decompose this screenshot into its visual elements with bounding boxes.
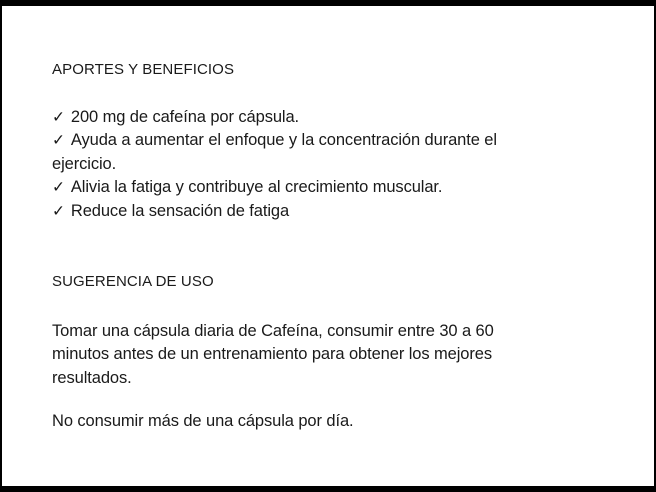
benefit-line [52, 106, 497, 129]
check-icon: ✓ [52, 109, 65, 126]
benefit-text: Reduce la sensación de fatiga [70, 201, 290, 220]
check-icon: ✓ [52, 202, 65, 220]
usage-heading: SUGERENCIA DE USO [52, 273, 214, 290]
benefit-text: ejercicio. [52, 154, 117, 173]
check-icon: ✓ [52, 132, 65, 150]
benefit-line [52, 129, 497, 152]
benefit-line [52, 200, 497, 223]
left-border-line [0, 0, 2, 492]
bottom-border-bar [0, 486, 656, 492]
top-border-bar [0, 0, 656, 6]
benefit-text: Ayuda a aumentar el enfoque y la concentración durante el [70, 131, 497, 150]
usage-paragraph [52, 320, 494, 390]
benefit-text: 200 mg de cafeína por cápsula. [70, 108, 300, 126]
usage-paragraph-line: minutos antes de un entrenamiento para obtener los mejores [52, 345, 492, 364]
usage-paragraph-line: Tomar una cápsula diaria de Cafeína, consumir entre 30 a 60 [52, 322, 494, 340]
benefit-line-continuation [52, 153, 497, 176]
usage-paragraph-line: resultados. [52, 368, 132, 387]
benefit-list [52, 106, 497, 223]
benefit-line [52, 176, 497, 199]
usage-note: No consumir más de una cápsula por día. [52, 412, 354, 430]
benefits-heading: APORTES Y BENEFICIOS [52, 61, 235, 78]
benefit-text: Alivia la fatiga y contribuye al crecimiento muscular. [70, 178, 443, 197]
check-icon: ✓ [52, 179, 65, 197]
